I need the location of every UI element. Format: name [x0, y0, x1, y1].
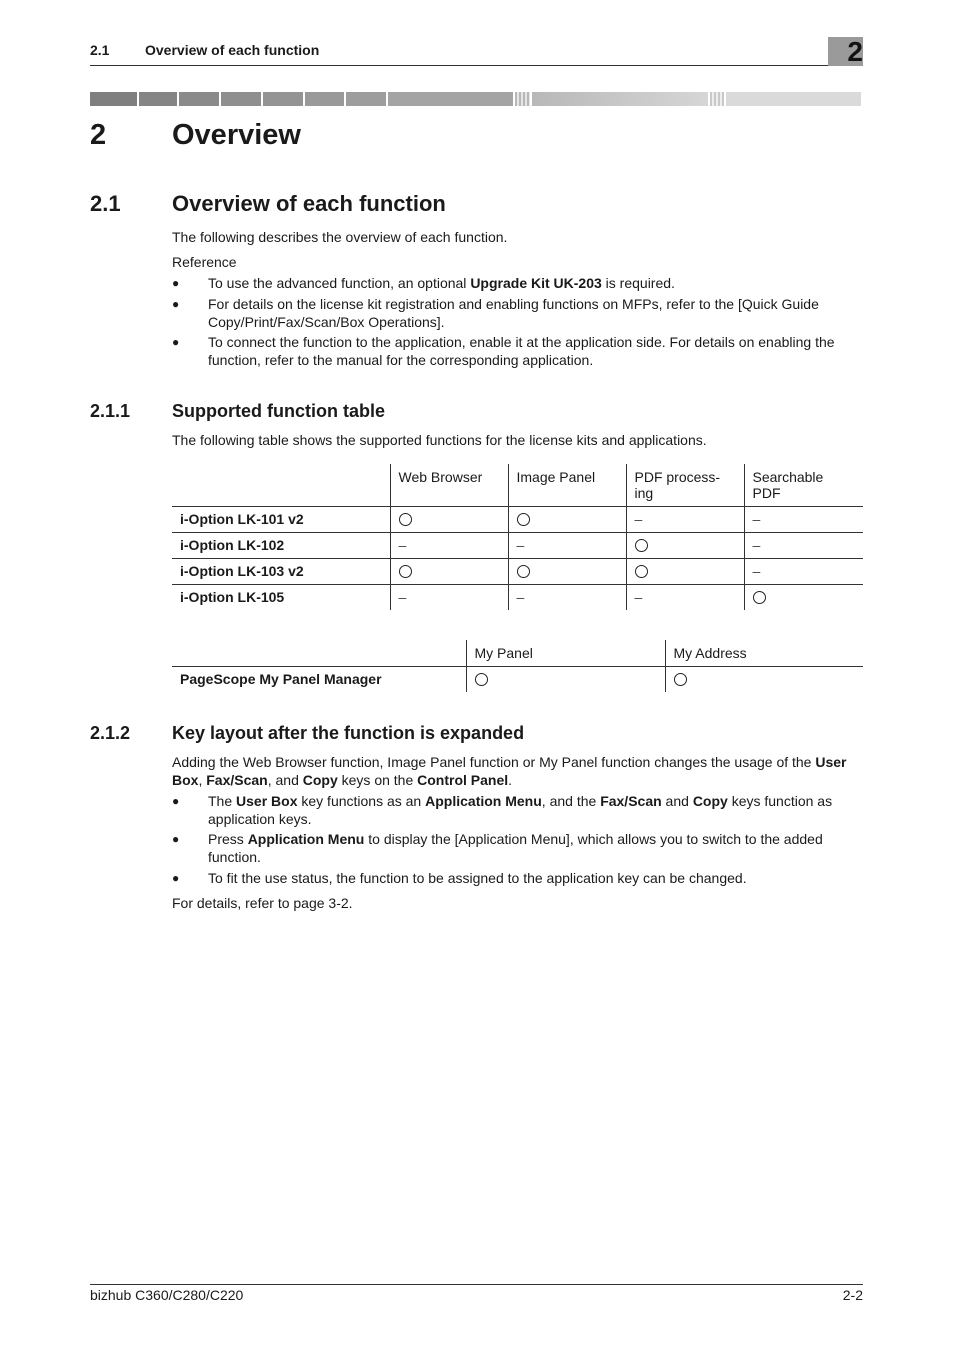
row-label: PageScope My Panel Manager: [180, 671, 382, 687]
subsection-intro: The following table shows the supported functions for the license kits and applications.: [172, 432, 707, 448]
column-header: Image Panel: [508, 464, 626, 507]
unsupported-cell: [390, 533, 508, 559]
bullet-icon: ●: [172, 794, 180, 808]
subsection-number: 2.1.2: [90, 723, 131, 743]
circle-icon: [753, 591, 766, 604]
reference-bullet: For details on the license kit registration and enabling functions on MFPs, refer to the [Quick Guide Copy/Print/Fax/Scan/Box Operations].: [208, 296, 819, 330]
supported-cell: [626, 533, 744, 559]
chapter-number: 2: [90, 119, 107, 151]
reference-label: Reference: [172, 254, 237, 270]
dash-mark: –: [752, 511, 761, 527]
supported-cell: [390, 507, 508, 533]
table-corner: [172, 640, 466, 667]
dash-mark: –: [398, 589, 407, 605]
column-header: Web Browser: [390, 464, 508, 507]
row-label: i-Option LK-102: [172, 533, 390, 559]
row-label: i-Option LK-103 v2: [172, 559, 390, 585]
circle-icon: [674, 673, 687, 686]
circle-icon: [399, 513, 412, 526]
section-number: 2.1: [90, 191, 121, 216]
section-intro: The following describes the overview of each function.: [172, 229, 508, 245]
circle-icon: [399, 565, 412, 578]
reference-bullet: To connect the function to the application, enable it at the application side. For details on enabling the function, refer to the manual for the corresponding application.: [208, 334, 835, 368]
bullet-icon: ●: [172, 871, 180, 885]
unsupported-cell: [744, 533, 863, 559]
table-row: [172, 667, 863, 693]
dash-mark: –: [516, 537, 525, 553]
circle-icon: [635, 539, 648, 552]
column-header: Searchable PDF: [744, 464, 863, 507]
unsupported-cell: [626, 507, 744, 533]
table-row: [172, 533, 863, 559]
dash-mark: –: [752, 537, 761, 553]
reference-bullet: To use the advanced function, an optional Upgrade Kit UK-203 is required.: [208, 275, 675, 291]
column-header: My Address: [665, 640, 863, 667]
footer-rule: [90, 1284, 863, 1285]
dash-mark: –: [634, 589, 643, 605]
unsupported-cell: [744, 559, 863, 585]
chapter-tab-number: 2: [847, 36, 863, 67]
unsupported-cell: [744, 507, 863, 533]
bullet-icon: ●: [172, 335, 180, 349]
running-header-section-title: Overview of each function: [145, 42, 320, 58]
supported-cell: [744, 585, 863, 611]
unsupported-cell: [508, 533, 626, 559]
key-layout-bullet: To fit the use status, the function to be assigned to the application key can be changed.: [208, 870, 747, 886]
dash-mark: –: [516, 589, 525, 605]
column-header: My Panel: [466, 640, 665, 667]
key-layout-bullet: The User Box key functions as an Application Menu, and the Fax/Scan and Copy keys function as application keys.: [208, 793, 833, 827]
table-row: [172, 559, 863, 585]
details-reference: For details, refer to page 3-2.: [172, 895, 353, 911]
table-corner: [172, 464, 390, 507]
running-header-section-number: 2.1: [90, 42, 110, 58]
bullet-icon: ●: [172, 276, 180, 290]
subsection-intro: Adding the Web Browser function, Image Panel function or My Panel function changes the usage of the User Box, Fax/Scan, and Copy keys on the Control Panel.: [172, 754, 847, 788]
dash-mark: –: [752, 563, 761, 579]
supported-cell: [508, 559, 626, 585]
header-rule: [90, 65, 863, 66]
decorative-band: [90, 92, 863, 106]
row-label: i-Option LK-101 v2: [172, 507, 390, 533]
application-function-table: [172, 640, 863, 692]
dash-mark: –: [634, 511, 643, 527]
footer-page-number: 2-2: [842, 1287, 863, 1303]
unsupported-cell: [390, 585, 508, 611]
license-kit-function-table: [172, 464, 863, 610]
dash-mark: –: [398, 537, 407, 553]
supported-cell: [390, 559, 508, 585]
subsection-title: Key layout after the function is expanded: [172, 723, 525, 743]
footer-model: bizhub C360/C280/C220: [90, 1287, 244, 1303]
circle-icon: [517, 513, 530, 526]
key-layout-bullet: Press Application Menu to display the [Application Menu], which allows you to switch to the added function.: [208, 831, 823, 865]
supported-cell: [665, 667, 863, 693]
table-row: [172, 507, 863, 533]
supported-cell: [508, 507, 626, 533]
circle-icon: [475, 673, 488, 686]
supported-cell: [466, 667, 665, 693]
circle-icon: [635, 565, 648, 578]
subsection-title: Supported function table: [172, 401, 385, 421]
unsupported-cell: [626, 585, 744, 611]
supported-cell: [626, 559, 744, 585]
section-title: Overview of each function: [172, 191, 446, 216]
chapter-title: Overview: [172, 119, 301, 151]
bullet-icon: ●: [172, 832, 180, 846]
row-label: i-Option LK-105: [180, 589, 285, 605]
table-row: [172, 585, 863, 611]
column-header: PDF process- ing: [626, 464, 744, 507]
unsupported-cell: [508, 585, 626, 611]
bullet-icon: ●: [172, 297, 180, 311]
subsection-number: 2.1.1: [90, 401, 131, 421]
circle-icon: [517, 565, 530, 578]
